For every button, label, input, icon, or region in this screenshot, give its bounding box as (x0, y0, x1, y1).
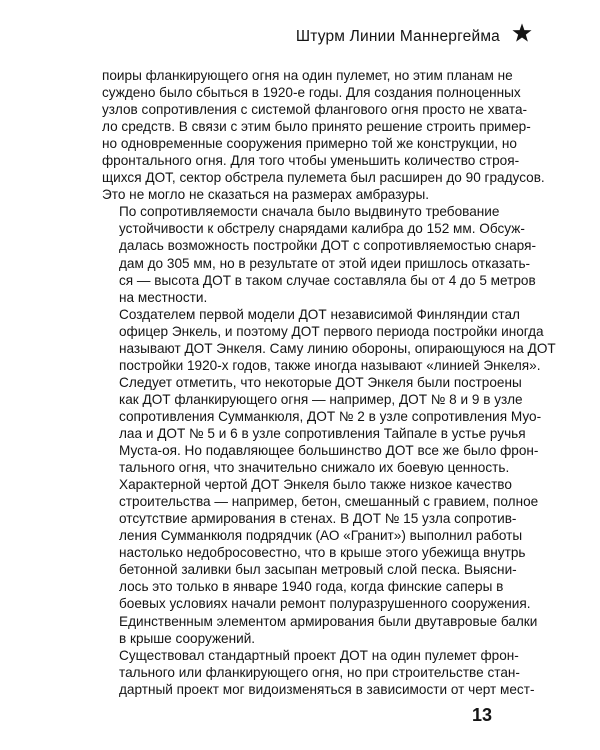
text-line: ло средств. В связи с этим было принято решение строить пример- (102, 119, 531, 135)
text-line: устойчивости к обстрелу снарядами калибра до 152 мм. Обсуж- (119, 221, 525, 237)
text-line: фронтального огня. Для того чтобы уменьшить количество строя- (102, 153, 520, 169)
text-line: Единственным элементом армирования были двутавровые балки (119, 613, 538, 629)
page-number: 13 (472, 705, 493, 725)
text-line: щихся ДОТ, сектор обстрела пулемета был расширен до 90 градусов. (102, 170, 545, 186)
text-line: боевых условиях начали ремонт полуразрушенного сооружения. (119, 596, 531, 612)
text-line: ления Сумманкюля подрядчик (АО «Гранит») выполнил работы (119, 528, 523, 544)
text-line: суждено было сбыться в 1920-е годы. Для создания полноценных (102, 85, 521, 101)
text-line: Существовал стандартный проект ДОТ на один пулемет фрон- (119, 647, 519, 663)
text-line: Создателем первой модели ДОТ независимой Финляндии стал (119, 306, 520, 322)
text-line: на местности. (119, 289, 208, 305)
text-line: Характерной чертой ДОТ Энкеля было также низкое качество (119, 477, 512, 493)
text-line: По сопротивляемости сначала было выдвинуто требование (119, 204, 500, 220)
body-text (102, 67, 556, 698)
text-line: настолько недобросовестно, что в крыше этого убежища внутрь (119, 545, 526, 561)
text-line: офицер Энкель, и поэтому ДОТ первого периода постройки иногда (119, 323, 544, 339)
text-line: Муста-оя. Но подавляющее большинство ДОТ все же было фрон- (119, 443, 539, 459)
text-line: как ДОТ фланкирующего огня — например, ДОТ № 8 и 9 в узле (119, 391, 523, 407)
text-line: строительства — например, бетон, смешанный с гравием, полное (119, 494, 539, 510)
text-line: поиры фланкирующего огня на один пулемет, но этим планам не (102, 68, 513, 83)
text-line: дартный проект мог видоизменяться в зависимости от черт мест- (119, 681, 535, 697)
running-head-title: Штурм Линии Маннергейма (295, 28, 500, 45)
text-line: ся — высота ДОТ в таком случае составляла бы от 4 до 5 метров (119, 272, 536, 288)
text-line: бетонной заливки был засыпан метровый слой песка. Выясни- (119, 562, 517, 578)
text-line: дам до 305 мм, но в результате от этой идеи пришлось отказать- (119, 255, 531, 271)
text-line: тального огня, что значительно снижало их боевую ценность. (119, 460, 510, 476)
text-line: называют ДОТ Энкеля. Саму линию обороны, опирающуюся на ДОТ (119, 340, 556, 356)
text-line: Следует отметить, что некоторые ДОТ Энкеля были построены (119, 374, 522, 390)
paragraph (102, 476, 539, 646)
text-line: лось это только в январе 1940 года, когда финские саперы в (119, 579, 504, 595)
text-line: лаа и ДОТ № 5 и 6 в узле сопротивления Тайпале в устье ручья (119, 425, 526, 441)
text-line: тального или фланкирующего огня, но при строительстве стан- (119, 664, 520, 680)
text-line: узлов сопротивления с системой флангового огня просто не хвата- (102, 102, 528, 118)
paragraph (102, 203, 536, 305)
text-line: сопротивления Сумманкюля, ДОТ № 2 в узле сопротивления Муо- (119, 408, 542, 424)
text-line: в крыше сооружений. (119, 630, 256, 646)
text-line: постройки 1920-х годов, также иногда называют «линией Энкеля». (119, 357, 541, 373)
paragraph (102, 306, 556, 374)
text-line: отсутствие армирования в стенах. В ДОТ № 15 узла сопротив- (119, 511, 517, 527)
star-icon (511, 22, 533, 44)
text-line: но одновременные сооружения примерно той же конструкции, но (102, 136, 517, 152)
paragraph (102, 67, 545, 203)
text-line: далась возможность постройки ДОТ с сопротивляемостью снаря- (119, 238, 536, 254)
paragraph (102, 647, 535, 698)
text-line: Это не могло не сказаться на размерах амбразуры. (102, 187, 430, 203)
paragraph (102, 374, 542, 476)
